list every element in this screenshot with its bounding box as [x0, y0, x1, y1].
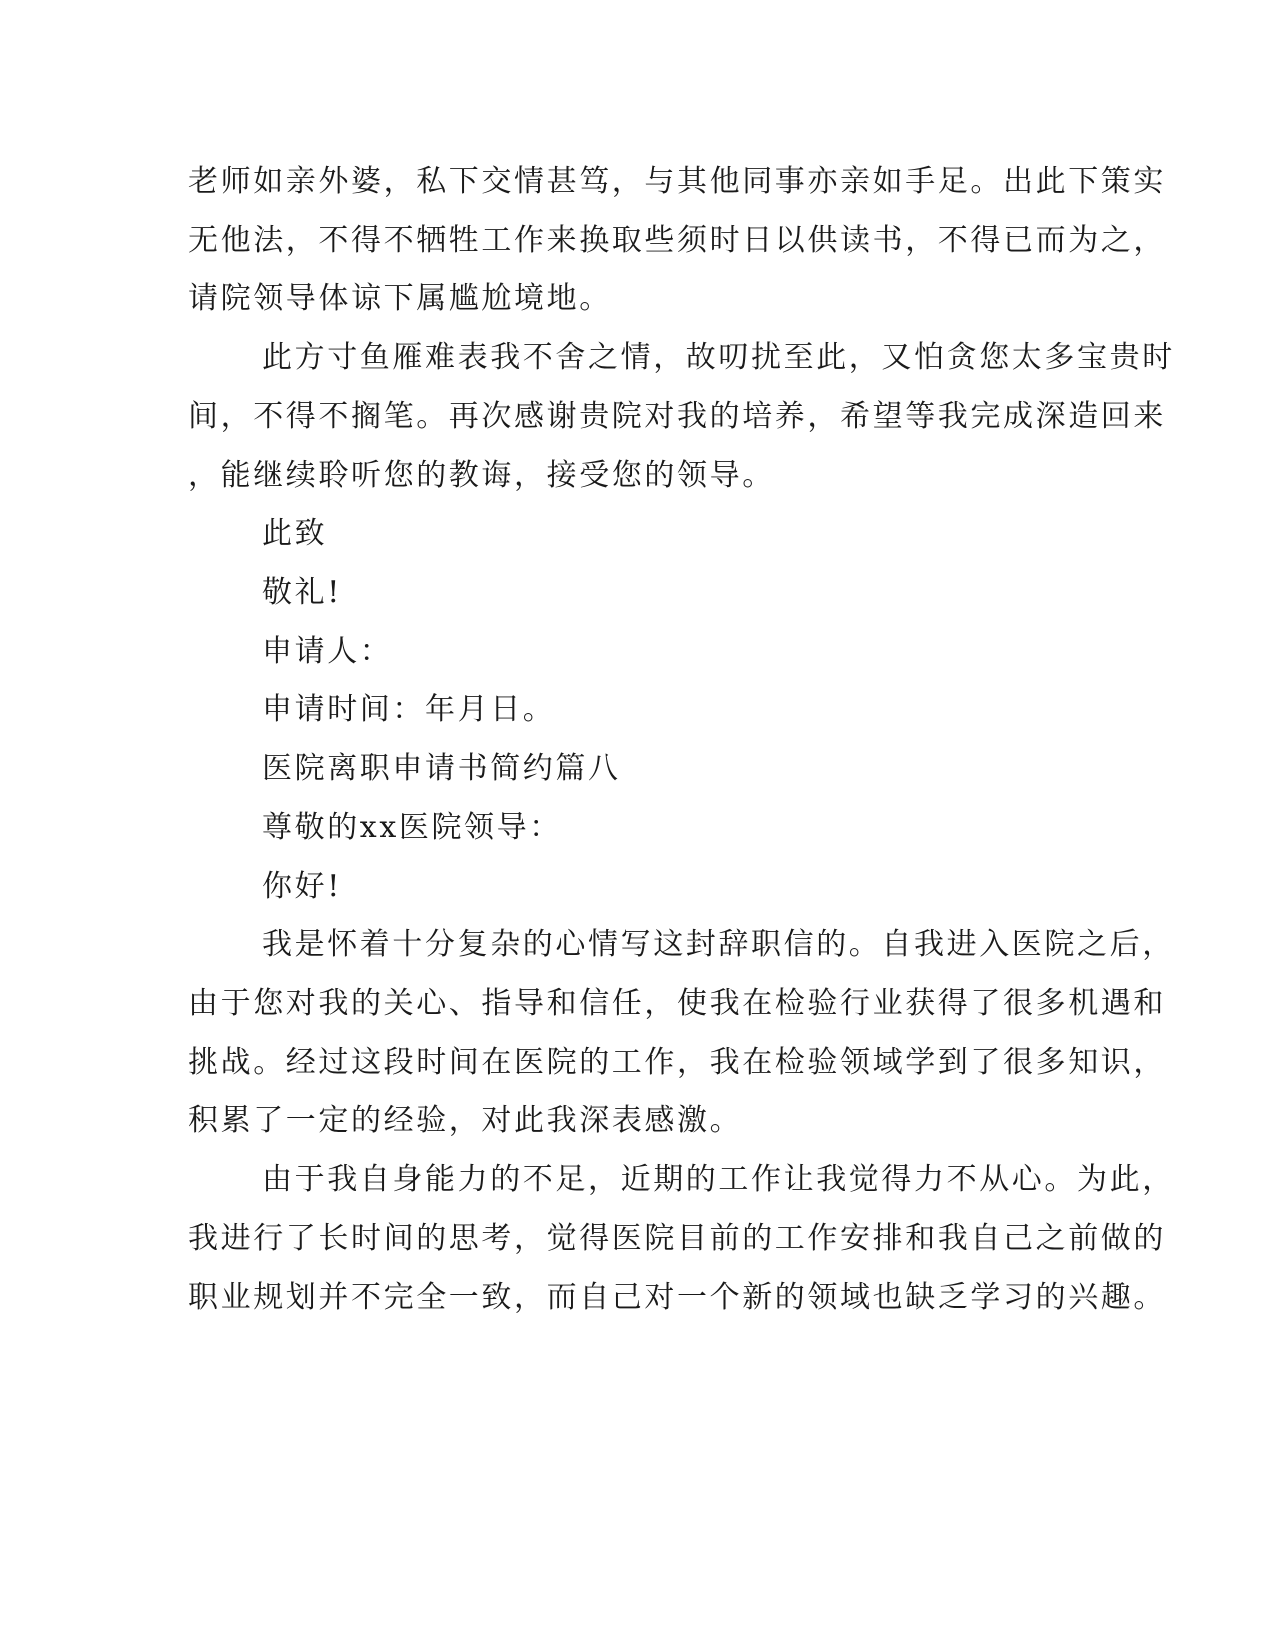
- text-line: 间，不得不搁笔。再次感谢贵院对我的培养，希望等我完成深造回来: [188, 399, 1166, 434]
- text-line: 无他法，不得不牺牲工作来换取些须时日以供读书，不得已而为之，: [188, 223, 1166, 258]
- closing-salutation: 此致: [262, 516, 328, 551]
- text-line: 由于您对我的关心、指导和信任，使我在检验行业获得了很多机遇和: [188, 986, 1166, 1021]
- text-line: 挑战。经过这段时间在医院的工作，我在检验领域学到了很多知识，: [188, 1045, 1166, 1080]
- text-line: 由于我自身能力的不足，近期的工作让我觉得力不从心。为此，: [262, 1162, 1175, 1197]
- greeting: 你好!: [262, 869, 342, 904]
- greeting-addressee: 尊敬的xx医院领导：: [262, 810, 562, 845]
- text-line: 职业规划并不完全一致，而自己对一个新的领域也缺乏学习的兴趣。: [188, 1280, 1166, 1315]
- text-line: 请院领导体谅下属尴尬境地。: [188, 281, 612, 316]
- applicant-label: 申请人：: [262, 634, 393, 669]
- text-line: 此方寸鱼雁难表我不舍之情，故叨扰至此，又怕贪您太多宝贵时: [262, 340, 1175, 375]
- text-line: 老师如亲外婆，私下交情甚笃，与其他同事亦亲如手足。出此下策实: [188, 164, 1166, 199]
- closing-regards: 敬礼!: [262, 575, 342, 610]
- text-line: 我是怀着十分复杂的心情写这封辞职信的。自我进入医院之后，: [262, 927, 1175, 962]
- text-line: ，能继续聆听您的教诲，接受您的领导。: [188, 458, 775, 493]
- text-line: 我进行了长时间的思考，觉得医院目前的工作安排和我自己之前做的: [188, 1221, 1166, 1256]
- section-title: 医院离职申请书简约篇八: [262, 751, 621, 786]
- application-date-label: 申请时间：年月日。: [262, 692, 556, 727]
- text-line: 积累了一定的经验，对此我深表感激。: [188, 1103, 743, 1138]
